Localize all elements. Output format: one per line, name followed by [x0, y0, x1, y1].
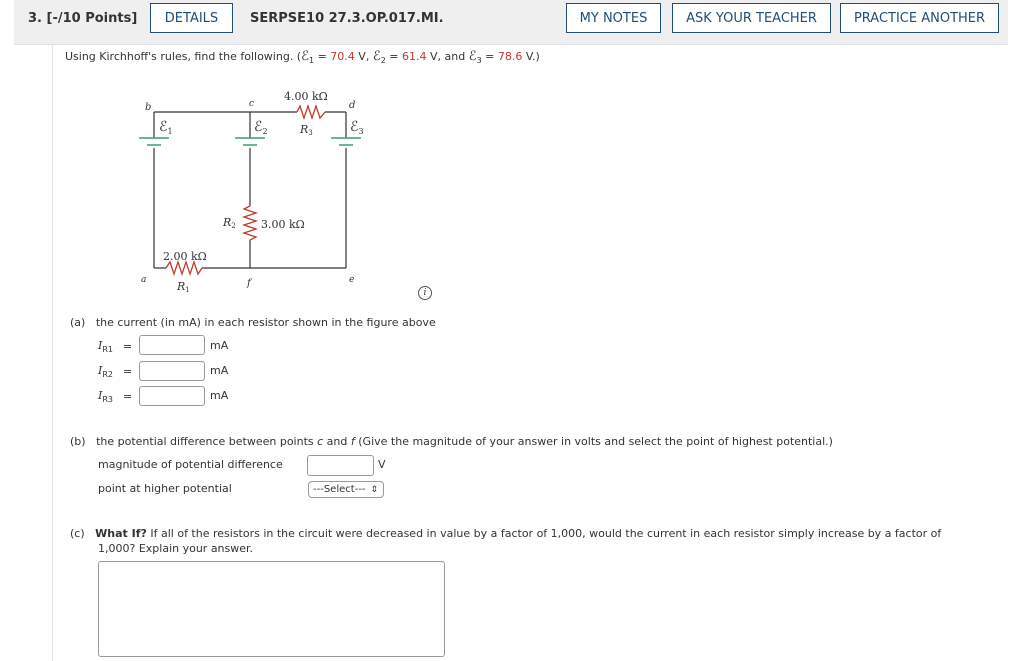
i-sub: R2: [102, 370, 114, 380]
circuit-wires: [154, 112, 346, 268]
equals: =: [481, 50, 498, 63]
select-value: ---Select---: [313, 484, 366, 495]
emf-sub: 1: [308, 56, 315, 66]
i-sub: R1: [102, 345, 114, 355]
ir2-input[interactable]: [139, 361, 205, 381]
part-b-text: the potential difference between points: [96, 435, 318, 448]
ir2-unit: mA: [210, 364, 229, 377]
emf-symbol: ℰ: [301, 49, 309, 64]
emf3-label: [350, 119, 364, 136]
point-b-label: b: [145, 102, 152, 113]
equals-sign: =: [123, 340, 133, 353]
emf-symbol: ℰ: [372, 49, 381, 64]
prompt-close: V.): [522, 50, 540, 63]
point-f-label: f: [247, 278, 251, 289]
ir1-label: [98, 339, 113, 354]
part-c-question-cont: 1,000? Explain your answer.: [98, 542, 254, 555]
explanation-textarea[interactable]: [98, 561, 445, 657]
emf-sub: 3: [358, 127, 364, 136]
circuit-diagram: [130, 90, 390, 295]
part-a-text: the current (in mA) in each resistor shown in the figure above: [95, 316, 436, 329]
emf-sub: 2: [380, 56, 386, 66]
emf2-label: [254, 119, 268, 136]
equals: =: [385, 50, 402, 63]
r-sub: 2: [231, 222, 236, 230]
higher-potential-label: point at higher potential: [98, 482, 232, 495]
details-button[interactable]: DETAILS: [150, 3, 233, 33]
magnitude-unit: V: [378, 458, 386, 471]
part-a-marker: (a): [70, 316, 86, 329]
i-letter: I: [98, 364, 103, 377]
what-if-label: What If?: [95, 527, 147, 540]
resistor-r1-symbol: [166, 262, 202, 274]
equals-sign: =: [123, 390, 133, 403]
emf-symbol: ℰ: [254, 119, 263, 135]
r2-value: 3.00 kΩ: [261, 218, 305, 231]
part-c-text: If all of the resistors in the circuit were decreased in value by a factor of 1,000, would the current in each resistor simply increase by a factor of: [146, 527, 942, 540]
emf-sub: 2: [262, 127, 268, 136]
emf-symbol: ℰ: [350, 119, 359, 135]
info-icon[interactable]: i: [418, 286, 432, 300]
point-c-label: c: [249, 99, 255, 109]
and-text: V, and: [426, 50, 469, 63]
practice-another-button[interactable]: PRACTICE ANOTHER: [840, 3, 999, 33]
prompt-intro: Using Kirchhoff's rules, find the following. (: [65, 50, 302, 63]
ir3-input[interactable]: [139, 386, 205, 406]
magnitude-input[interactable]: [307, 455, 374, 476]
part-b-text-cont: (Give the magnitude of your answer in volts and select the point of highest potential.): [354, 435, 833, 448]
question-header: [14, 0, 1008, 45]
equals: =: [314, 50, 331, 63]
and-word: and: [323, 435, 351, 448]
point-d-label: d: [349, 100, 356, 111]
part-a-question: [70, 316, 436, 329]
r3-value: 4.00 kΩ: [284, 90, 328, 103]
point-c-ref: c: [317, 435, 324, 448]
point-f-ref: f: [350, 435, 355, 448]
part-b-marker: (b): [70, 435, 86, 448]
question-number: 3. [-/10 Points]: [28, 11, 138, 26]
equals-sign: =: [123, 365, 133, 378]
ir1-unit: mA: [210, 339, 229, 352]
emf-symbol: ℰ: [159, 119, 168, 135]
part-c-marker: (c): [70, 527, 85, 540]
resistor-r2-symbol: [244, 206, 256, 240]
emf3-value: 78.6: [497, 50, 523, 63]
r1-value: 2.00 kΩ: [163, 250, 207, 263]
emf-symbol: ℰ: [468, 49, 477, 64]
ask-your-teacher-button[interactable]: ASK YOUR TEACHER: [672, 3, 831, 33]
part-b-question: [70, 435, 833, 448]
question-code: SERPSE10 27.3.OP.017.MI.: [250, 11, 444, 26]
i-sub: R3: [102, 395, 114, 405]
i-letter: I: [98, 389, 103, 402]
ir3-label: [98, 389, 113, 404]
point-e-label: e: [349, 275, 355, 285]
point-a-label: a: [141, 275, 147, 285]
resistor-r3-symbol: [297, 106, 325, 118]
r2-label: [222, 216, 236, 230]
r3-label: [299, 123, 313, 137]
r-letter: R: [223, 216, 232, 229]
ir2-label: [98, 364, 113, 379]
my-notes-button[interactable]: MY NOTES: [566, 3, 661, 33]
i-letter: I: [98, 339, 103, 352]
part-c-question: [70, 527, 941, 540]
content-divider: [52, 44, 53, 661]
ir3-unit: mA: [210, 389, 229, 402]
emf2-value: 61.4: [402, 50, 427, 63]
emf1-value: 70.4: [330, 50, 355, 63]
updown-chevron-icon: ⇕: [370, 484, 379, 495]
higher-potential-select[interactable]: [308, 481, 384, 498]
emf-sub: 1: [167, 127, 173, 136]
r-sub: 3: [308, 129, 313, 137]
r-letter: R: [300, 123, 309, 136]
r-sub: 1: [185, 286, 190, 294]
r-letter: R: [177, 280, 186, 293]
r1-label: [176, 280, 190, 294]
unit-sep: V,: [354, 50, 373, 63]
ir1-input[interactable]: [139, 335, 205, 355]
emf-sub: 3: [476, 56, 482, 66]
battery-symbols: [139, 138, 361, 145]
problem-prompt: [65, 49, 540, 65]
magnitude-label: magnitude of potential difference: [98, 458, 283, 471]
